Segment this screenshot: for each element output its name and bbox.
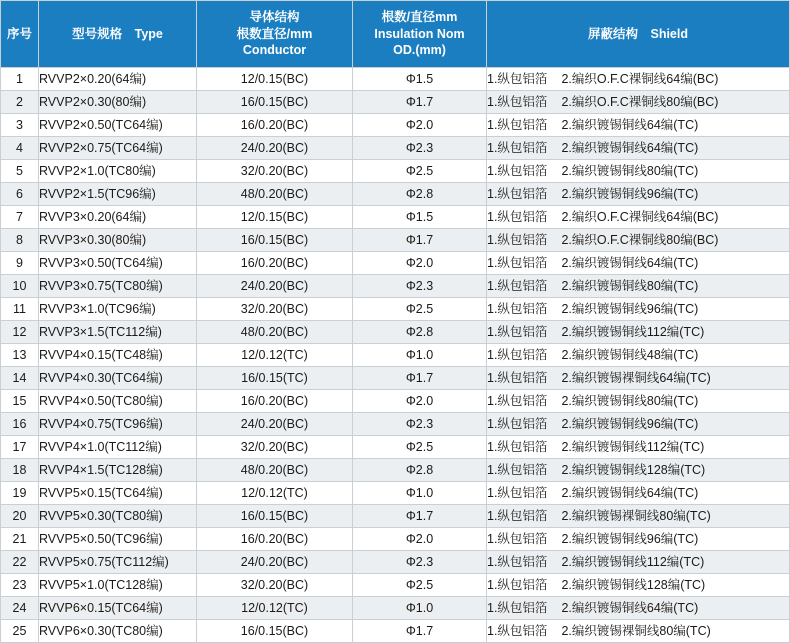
column-header-shield: 屏蔽结构 Shield <box>487 1 790 68</box>
cell-type: RVVP2×0.50(TC64编) <box>39 114 197 137</box>
cell-shield <box>487 321 790 344</box>
shield-layer-1: 1.纵包铝箔 <box>487 578 548 592</box>
cell-type: RVVP6×0.15(TC64编) <box>39 597 197 620</box>
shield-layer-2: 2.编织O.F.C裸铜线64编(BC) <box>561 72 719 86</box>
column-header-type: 型号规格 Type <box>39 1 197 68</box>
cell-no: 4 <box>1 137 39 160</box>
cell-type: RVVP5×0.75(TC112编) <box>39 551 197 574</box>
cell-type: RVVP4×1.5(TC128编) <box>39 459 197 482</box>
cell-type: RVVP3×0.75(TC80编) <box>39 275 197 298</box>
shield-layer-2: 2.编织镀锡铜线128编(TC) <box>561 578 706 592</box>
cell-insulation: Φ2.5 <box>353 574 487 597</box>
table-row <box>1 183 790 206</box>
cell-type: RVVP3×0.50(TC64编) <box>39 252 197 275</box>
cell-conductor: 48/0.20(BC) <box>197 459 353 482</box>
shield-layer-1: 1.纵包铝箔 <box>487 486 548 500</box>
cell-shield <box>487 597 790 620</box>
shield-layer-1: 1.纵包铝箔 <box>487 256 548 270</box>
cell-insulation: Φ1.0 <box>353 597 487 620</box>
cell-shield <box>487 459 790 482</box>
cell-no: 7 <box>1 206 39 229</box>
cell-insulation: Φ2.3 <box>353 137 487 160</box>
shield-layer-2: 2.编织镀锡裸铜线80编(TC) <box>561 509 711 523</box>
cell-no: 22 <box>1 551 39 574</box>
cell-conductor: 24/0.20(BC) <box>197 551 353 574</box>
table-row <box>1 482 790 505</box>
cell-shield <box>487 252 790 275</box>
table-row <box>1 436 790 459</box>
cell-conductor: 16/0.15(BC) <box>197 91 353 114</box>
shield-layer-2: 2.编织镀锡铜线80编(TC) <box>561 279 699 293</box>
shield-layer-1: 1.纵包铝箔 <box>487 302 548 316</box>
cell-type: RVVP4×0.15(TC48编) <box>39 344 197 367</box>
table-row <box>1 298 790 321</box>
cell-no: 6 <box>1 183 39 206</box>
cell-insulation: Φ2.3 <box>353 413 487 436</box>
cell-no: 16 <box>1 413 39 436</box>
cell-type: RVVP2×1.0(TC80编) <box>39 160 197 183</box>
cell-type: RVVP2×0.20(64编) <box>39 68 197 91</box>
shield-layer-1: 1.纵包铝箔 <box>487 417 548 431</box>
cell-no: 18 <box>1 459 39 482</box>
cell-conductor: 16/0.15(BC) <box>197 505 353 528</box>
cell-conductor: 24/0.20(BC) <box>197 413 353 436</box>
cell-conductor: 24/0.20(BC) <box>197 275 353 298</box>
cell-type: RVVP4×0.75(TC96编) <box>39 413 197 436</box>
cell-shield <box>487 229 790 252</box>
cell-insulation: Φ2.3 <box>353 551 487 574</box>
cell-conductor: 48/0.20(BC) <box>197 321 353 344</box>
shield-layer-1: 1.纵包铝箔 <box>487 95 548 109</box>
cell-no: 1 <box>1 68 39 91</box>
cell-insulation: Φ1.0 <box>353 482 487 505</box>
cell-insulation: Φ1.7 <box>353 367 487 390</box>
cell-shield <box>487 183 790 206</box>
table-header-row <box>1 1 790 68</box>
table-row <box>1 206 790 229</box>
cell-no: 11 <box>1 298 39 321</box>
shield-layer-2: 2.编织O.F.C裸铜线64编(BC) <box>561 210 719 224</box>
table-row <box>1 137 790 160</box>
cell-no: 17 <box>1 436 39 459</box>
table-header <box>1 1 790 68</box>
shield-layer-2: 2.编织镀锡铜线48编(TC) <box>561 348 699 362</box>
table-row <box>1 528 790 551</box>
cell-conductor: 32/0.20(BC) <box>197 436 353 459</box>
cell-conductor: 16/0.20(BC) <box>197 390 353 413</box>
cell-insulation: Φ2.0 <box>353 390 487 413</box>
cell-insulation: Φ1.7 <box>353 505 487 528</box>
shield-layer-2: 2.编织镀锡铜线64编(TC) <box>561 601 699 615</box>
cell-conductor: 12/0.15(BC) <box>197 68 353 91</box>
shield-layer-2: 2.编织O.F.C裸铜线80编(BC) <box>561 95 719 109</box>
cell-conductor: 12/0.12(TC) <box>197 344 353 367</box>
table-row <box>1 367 790 390</box>
cell-insulation: Φ2.0 <box>353 528 487 551</box>
cell-shield <box>487 528 790 551</box>
table-body <box>1 68 790 643</box>
cell-shield <box>487 413 790 436</box>
shield-layer-1: 1.纵包铝箔 <box>487 348 548 362</box>
cell-insulation: Φ2.8 <box>353 183 487 206</box>
cell-shield <box>487 275 790 298</box>
column-header-no: 序号 <box>1 1 39 68</box>
cell-type: RVVP3×0.30(80编) <box>39 229 197 252</box>
cell-no: 10 <box>1 275 39 298</box>
cell-shield <box>487 344 790 367</box>
shield-layer-1: 1.纵包铝箔 <box>487 601 548 615</box>
table-row <box>1 91 790 114</box>
table-row <box>1 551 790 574</box>
cell-shield <box>487 367 790 390</box>
table-row <box>1 275 790 298</box>
cell-type: RVVP3×1.0(TC96编) <box>39 298 197 321</box>
table-row <box>1 620 790 643</box>
shield-layer-1: 1.纵包铝箔 <box>487 164 548 178</box>
shield-layer-1: 1.纵包铝箔 <box>487 233 548 247</box>
table-row <box>1 114 790 137</box>
shield-layer-2: 2.编织镀锡铜线64编(TC) <box>561 118 699 132</box>
cell-insulation: Φ2.0 <box>353 114 487 137</box>
shield-layer-1: 1.纵包铝箔 <box>487 371 548 385</box>
cell-conductor: 16/0.15(TC) <box>197 367 353 390</box>
cell-shield <box>487 137 790 160</box>
cell-type: RVVP5×0.30(TC80编) <box>39 505 197 528</box>
cell-conductor: 16/0.15(BC) <box>197 620 353 643</box>
cell-no: 14 <box>1 367 39 390</box>
cell-conductor: 24/0.20(BC) <box>197 137 353 160</box>
cell-conductor: 32/0.20(BC) <box>197 574 353 597</box>
cell-insulation: Φ1.7 <box>353 91 487 114</box>
table-row <box>1 252 790 275</box>
shield-layer-2: 2.编织镀锡铜线128编(TC) <box>561 463 706 477</box>
shield-layer-1: 1.纵包铝箔 <box>487 555 548 569</box>
cell-conductor: 16/0.20(BC) <box>197 114 353 137</box>
cell-type: RVVP6×0.30(TC80编) <box>39 620 197 643</box>
shield-layer-2: 2.编织镀锡铜线112编(TC) <box>561 555 705 569</box>
table-row <box>1 68 790 91</box>
cell-type: RVVP4×1.0(TC112编) <box>39 436 197 459</box>
shield-layer-1: 1.纵包铝箔 <box>487 72 548 86</box>
shield-layer-1: 1.纵包铝箔 <box>487 532 548 546</box>
shield-layer-2: 2.编织镀锡铜线96编(TC) <box>561 417 699 431</box>
table-row <box>1 390 790 413</box>
shield-layer-2: 2.编织镀锡铜线80编(TC) <box>561 164 699 178</box>
cell-insulation: Φ1.5 <box>353 206 487 229</box>
shield-layer-1: 1.纵包铝箔 <box>487 509 548 523</box>
table-row <box>1 413 790 436</box>
cell-type: RVVP2×0.75(TC64编) <box>39 137 197 160</box>
shield-layer-2: 2.编织镀锡铜线96编(TC) <box>561 532 699 546</box>
shield-layer-2: 2.编织镀锡铜线80编(TC) <box>561 394 699 408</box>
table-row <box>1 597 790 620</box>
cell-no: 9 <box>1 252 39 275</box>
cell-shield <box>487 206 790 229</box>
cell-conductor: 48/0.20(BC) <box>197 183 353 206</box>
cell-insulation: Φ1.5 <box>353 68 487 91</box>
shield-layer-2: 2.编织O.F.C裸铜线80编(BC) <box>561 233 719 247</box>
table-row <box>1 321 790 344</box>
shield-layer-2: 2.编织镀锡铜线64编(TC) <box>561 486 699 500</box>
cell-shield <box>487 114 790 137</box>
shield-layer-1: 1.纵包铝箔 <box>487 187 548 201</box>
shield-layer-2: 2.编织镀锡铜线112编(TC) <box>561 440 705 454</box>
cell-conductor: 12/0.12(TC) <box>197 482 353 505</box>
cell-shield <box>487 551 790 574</box>
cell-shield <box>487 68 790 91</box>
cell-shield <box>487 482 790 505</box>
shield-layer-2: 2.编织镀锡铜线112编(TC) <box>561 325 705 339</box>
cell-shield <box>487 390 790 413</box>
cell-type: RVVP3×0.20(64编) <box>39 206 197 229</box>
cell-insulation: Φ2.8 <box>353 459 487 482</box>
cell-conductor: 12/0.15(BC) <box>197 206 353 229</box>
cell-no: 2 <box>1 91 39 114</box>
cell-conductor: 12/0.12(TC) <box>197 597 353 620</box>
table-row <box>1 459 790 482</box>
shield-layer-1: 1.纵包铝箔 <box>487 279 548 293</box>
column-header-insulation: 根数/直径mm Insulation Nom OD.(mm) <box>353 1 487 68</box>
table-row <box>1 505 790 528</box>
cell-type: RVVP2×0.30(80编) <box>39 91 197 114</box>
shield-layer-1: 1.纵包铝箔 <box>487 118 548 132</box>
cell-no: 5 <box>1 160 39 183</box>
column-header-conductor: 导体结构 根数直径/mm Conductor <box>197 1 353 68</box>
cell-no: 3 <box>1 114 39 137</box>
cell-insulation: Φ2.0 <box>353 252 487 275</box>
cell-no: 24 <box>1 597 39 620</box>
cell-no: 20 <box>1 505 39 528</box>
shield-layer-1: 1.纵包铝箔 <box>487 463 548 477</box>
cell-type: RVVP5×0.15(TC64编) <box>39 482 197 505</box>
cell-insulation: Φ1.7 <box>353 229 487 252</box>
cell-type: RVVP4×0.50(TC80编) <box>39 390 197 413</box>
cell-shield <box>487 160 790 183</box>
shield-layer-2: 2.编织镀锡铜线64编(TC) <box>561 141 699 155</box>
table-row <box>1 344 790 367</box>
cell-conductor: 32/0.20(BC) <box>197 298 353 321</box>
cell-insulation: Φ2.8 <box>353 321 487 344</box>
cell-conductor: 16/0.20(BC) <box>197 528 353 551</box>
cell-no: 23 <box>1 574 39 597</box>
cell-no: 15 <box>1 390 39 413</box>
cell-shield <box>487 620 790 643</box>
shield-layer-1: 1.纵包铝箔 <box>487 440 548 454</box>
shield-layer-2: 2.编织镀锡裸铜线64编(TC) <box>561 371 711 385</box>
cell-shield <box>487 505 790 528</box>
table-row <box>1 229 790 252</box>
shield-layer-2: 2.编织镀锡裸铜线80编(TC) <box>561 624 711 638</box>
table-row <box>1 160 790 183</box>
cell-no: 21 <box>1 528 39 551</box>
cell-no: 13 <box>1 344 39 367</box>
cell-insulation: Φ2.3 <box>353 275 487 298</box>
cell-shield <box>487 574 790 597</box>
cell-no: 19 <box>1 482 39 505</box>
cell-conductor: 32/0.20(BC) <box>197 160 353 183</box>
cell-insulation: Φ2.5 <box>353 298 487 321</box>
shield-layer-1: 1.纵包铝箔 <box>487 394 548 408</box>
cell-type: RVVP2×1.5(TC96编) <box>39 183 197 206</box>
cell-no: 8 <box>1 229 39 252</box>
table-row <box>1 574 790 597</box>
cell-type: RVVP5×1.0(TC128编) <box>39 574 197 597</box>
shield-layer-1: 1.纵包铝箔 <box>487 624 548 638</box>
cell-no: 12 <box>1 321 39 344</box>
cell-type: RVVP5×0.50(TC96编) <box>39 528 197 551</box>
cell-no: 25 <box>1 620 39 643</box>
cell-insulation: Φ1.0 <box>353 344 487 367</box>
shield-layer-1: 1.纵包铝箔 <box>487 210 548 224</box>
shield-layer-2: 2.编织镀锡铜线96编(TC) <box>561 302 699 316</box>
cell-shield <box>487 91 790 114</box>
cell-shield <box>487 436 790 459</box>
cell-type: RVVP4×0.30(TC64编) <box>39 367 197 390</box>
cell-type: RVVP3×1.5(TC112编) <box>39 321 197 344</box>
cell-insulation: Φ2.5 <box>353 436 487 459</box>
shield-layer-2: 2.编织镀锡铜线64编(TC) <box>561 256 699 270</box>
cell-shield <box>487 298 790 321</box>
cell-insulation: Φ1.7 <box>353 620 487 643</box>
cell-conductor: 16/0.15(BC) <box>197 229 353 252</box>
shield-layer-2: 2.编织镀锡铜线96编(TC) <box>561 187 699 201</box>
cell-insulation: Φ2.5 <box>353 160 487 183</box>
shield-layer-1: 1.纵包铝箔 <box>487 141 548 155</box>
shield-layer-1: 1.纵包铝箔 <box>487 325 548 339</box>
cell-conductor: 16/0.20(BC) <box>197 252 353 275</box>
